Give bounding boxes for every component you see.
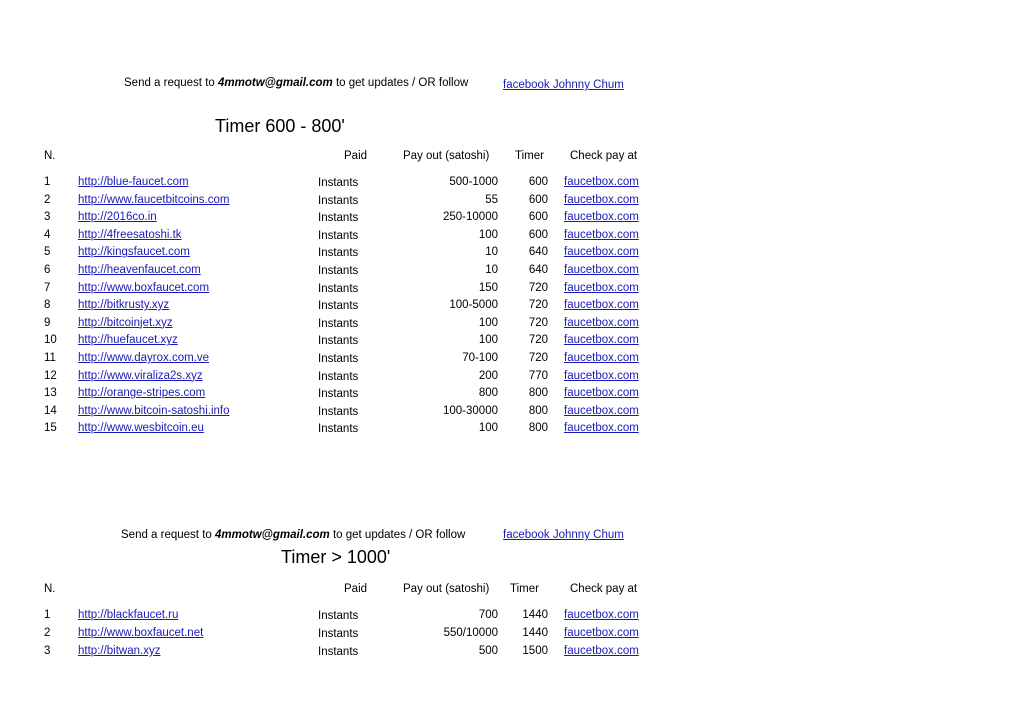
check-pay-link[interactable]: faucetbox.com <box>564 264 639 276</box>
timer-value: 800 <box>528 404 548 417</box>
request-suffix: to get updates / OR follow <box>335 77 469 89</box>
table-row <box>0 332 1024 349</box>
paid-type: Instants <box>318 610 359 622</box>
row-number: 14 <box>44 404 57 417</box>
check-pay-link[interactable]: faucetbox.com <box>564 334 639 347</box>
check-pay-link[interactable]: faucetbox.com <box>564 422 639 435</box>
request-line-1 <box>124 77 468 89</box>
check-pay-link[interactable]: faucetbox.com <box>564 316 639 329</box>
table-row <box>0 350 1024 367</box>
timer-value: 800 <box>528 387 548 400</box>
header-check: Check pay at <box>570 150 638 162</box>
facebook-link-1[interactable]: facebook Johnny Chum <box>503 79 624 91</box>
table-row <box>0 607 1024 624</box>
paid-type: Instants <box>318 405 359 418</box>
row-number: 11 <box>44 352 56 364</box>
timer-value: 1440 <box>522 627 548 639</box>
faucet-link[interactable]: http://4freesatoshi.tk <box>78 228 182 241</box>
row-number: 5 <box>44 246 51 259</box>
faucet-link[interactable]: http://bitwan.xyz <box>78 645 161 657</box>
header-payout: Pay out (satoshi) <box>403 150 490 162</box>
check-pay-link[interactable]: faucetbox.com <box>564 176 639 188</box>
check-pay-link[interactable]: faucetbox.com <box>564 193 639 206</box>
row-number: 2 <box>44 193 51 206</box>
table-row <box>0 244 1024 261</box>
table-row <box>0 297 1024 314</box>
timer-value: 600 <box>528 193 548 206</box>
request-prefix: Send a request to <box>124 77 215 89</box>
table-row <box>0 403 1024 420</box>
paid-type: Instants <box>318 370 359 383</box>
faucet-link[interactable]: http://blue-faucet.com <box>78 176 189 188</box>
section-title-2: Timer > 1000' <box>281 547 391 567</box>
timer-value: 600 <box>528 211 548 224</box>
request-suffix: to get updates / OR follow <box>332 529 466 541</box>
payout-value: 55 <box>485 193 498 206</box>
paid-type: Instants <box>318 388 359 401</box>
row-number: 2 <box>44 627 51 639</box>
header-timer: Timer <box>515 150 544 162</box>
check-pay-link[interactable]: faucetbox.com <box>564 281 639 294</box>
table-row <box>0 420 1024 437</box>
payout-value: 100 <box>478 316 498 329</box>
payout-value: 10 <box>485 246 498 259</box>
paid-type: Instants <box>318 177 359 189</box>
check-pay-link[interactable]: faucetbox.com <box>564 299 639 312</box>
header-n: N. <box>44 150 56 162</box>
paid-type: Instants <box>318 646 359 658</box>
row-number: 8 <box>44 299 51 312</box>
check-pay-link[interactable]: faucetbox.com <box>564 645 639 657</box>
table-row <box>0 625 1024 642</box>
header-paid: Paid <box>344 583 368 595</box>
table-row <box>0 368 1024 385</box>
row-number: 7 <box>44 281 51 294</box>
timer-value: 720 <box>528 281 548 294</box>
header-paid: Paid <box>344 150 368 162</box>
request-prefix: Send a request to <box>121 529 212 541</box>
timer-value: 770 <box>528 369 548 382</box>
payout-value: 70-100 <box>462 352 498 364</box>
timer-value: 640 <box>528 264 548 276</box>
payout-value: 550/10000 <box>443 627 498 639</box>
row-number: 4 <box>44 228 51 241</box>
payout-value: 100-5000 <box>449 299 498 312</box>
paid-type: Instants <box>318 282 359 295</box>
paid-type: Instants <box>318 194 359 207</box>
row-number: 12 <box>44 369 57 382</box>
faucet-link[interactable]: http://www.boxfaucet.com <box>78 281 210 294</box>
row-number: 1 <box>44 609 51 621</box>
paid-type: Instants <box>318 212 359 225</box>
paid-type: Instants <box>318 317 359 330</box>
row-number: 1 <box>44 176 51 188</box>
row-number: 13 <box>44 387 57 400</box>
header-n: N. <box>44 583 56 595</box>
check-pay-link[interactable]: faucetbox.com <box>564 228 639 241</box>
table-row <box>0 280 1024 297</box>
payout-value: 100 <box>478 422 498 435</box>
table-row <box>0 643 1024 660</box>
paid-type: Instants <box>318 628 359 640</box>
check-pay-link[interactable]: faucetbox.com <box>564 387 639 400</box>
facebook-link-2[interactable]: facebook Johnny Chum <box>503 529 624 541</box>
check-pay-link[interactable]: faucetbox.com <box>564 609 639 621</box>
row-number: 3 <box>44 211 51 224</box>
payout-value: 100-30000 <box>443 404 498 417</box>
timer-value: 600 <box>528 228 548 241</box>
paid-type: Instants <box>318 229 359 242</box>
payout-value: 150 <box>478 281 498 294</box>
payout-value: 500 <box>478 645 498 657</box>
table-row <box>0 174 1024 191</box>
table-row <box>0 315 1024 332</box>
table-row <box>0 262 1024 279</box>
faucet-link[interactable]: http://2016co.in <box>78 211 157 224</box>
timer-value: 600 <box>528 176 548 188</box>
row-number: 6 <box>44 264 51 276</box>
check-pay-link[interactable]: faucetbox.com <box>564 627 639 639</box>
paid-type: Instants <box>318 247 359 260</box>
payout-value: 250-10000 <box>443 211 498 224</box>
timer-value: 720 <box>528 334 548 347</box>
check-pay-link[interactable]: faucetbox.com <box>564 404 639 417</box>
paid-type: Instants <box>318 423 359 436</box>
payout-value: 200 <box>478 369 498 382</box>
table-row <box>0 227 1024 244</box>
table-row <box>0 209 1024 226</box>
faucet-link[interactable]: http://blackfaucet.ru <box>78 609 179 621</box>
faucet-link[interactable]: http://www.viraliza2s.xyz <box>78 369 203 382</box>
faucet-link[interactable]: http://www.wesbitcoin.eu <box>78 422 204 435</box>
faucet-link[interactable]: http://heavenfaucet.com <box>78 264 201 276</box>
timer-value: 640 <box>528 246 548 259</box>
faucet-link[interactable]: http://kingsfaucet.com <box>78 246 190 259</box>
check-pay-link[interactable]: faucetbox.com <box>564 369 639 382</box>
request-email: 4mmotw@gmail.com <box>218 77 333 89</box>
paid-type: Instants <box>318 300 359 313</box>
header-payout: Pay out (satoshi) <box>403 583 490 595</box>
payout-value: 500-1000 <box>449 176 498 188</box>
header-timer: Timer <box>510 583 539 595</box>
payout-value: 700 <box>478 609 498 621</box>
payout-value: 800 <box>478 387 498 400</box>
request-email: 4mmotw@gmail.com <box>215 529 330 541</box>
faucet-link[interactable]: http://huefaucet.xyz <box>78 334 178 347</box>
faucet-link[interactable]: http://www.bitcoin-satoshi.info <box>78 404 230 417</box>
row-number: 15 <box>44 422 57 435</box>
timer-value: 1500 <box>522 645 548 657</box>
section-title-1: Timer 600 - 800' <box>215 116 345 136</box>
timer-value: 800 <box>528 422 548 435</box>
timer-value: 720 <box>528 352 548 364</box>
payout-value: 100 <box>478 228 498 241</box>
paid-type: Instants <box>318 265 359 277</box>
payout-value: 10 <box>485 264 498 276</box>
timer-value: 720 <box>528 299 548 312</box>
timer-value: 1440 <box>522 609 548 621</box>
faucet-link[interactable]: http://www.faucetbitcoins.com <box>78 193 230 206</box>
row-number: 3 <box>44 645 51 657</box>
check-pay-link[interactable]: faucetbox.com <box>564 352 639 364</box>
row-number: 9 <box>44 316 51 329</box>
table-row <box>0 192 1024 209</box>
faucet-link[interactable]: http://bitcoinjet.xyz <box>78 316 173 329</box>
paid-type: Instants <box>318 353 359 365</box>
check-pay-link[interactable]: faucetbox.com <box>564 211 639 224</box>
paid-type: Instants <box>318 335 359 348</box>
faucet-link[interactable]: http://www.dayrox.com.ve <box>78 352 210 364</box>
payout-value: 100 <box>478 334 498 347</box>
header-check: Check pay at <box>570 583 638 595</box>
check-pay-link[interactable]: faucetbox.com <box>564 246 639 259</box>
table-row <box>0 385 1024 402</box>
request-line-2 <box>121 529 465 541</box>
faucet-link[interactable]: http://www.boxfaucet.net <box>78 627 204 639</box>
timer-value: 720 <box>528 316 548 329</box>
faucet-link[interactable]: http://orange-stripes.com <box>78 387 206 400</box>
faucet-link[interactable]: http://bitkrusty.xyz <box>78 299 170 312</box>
row-number: 10 <box>44 334 57 347</box>
